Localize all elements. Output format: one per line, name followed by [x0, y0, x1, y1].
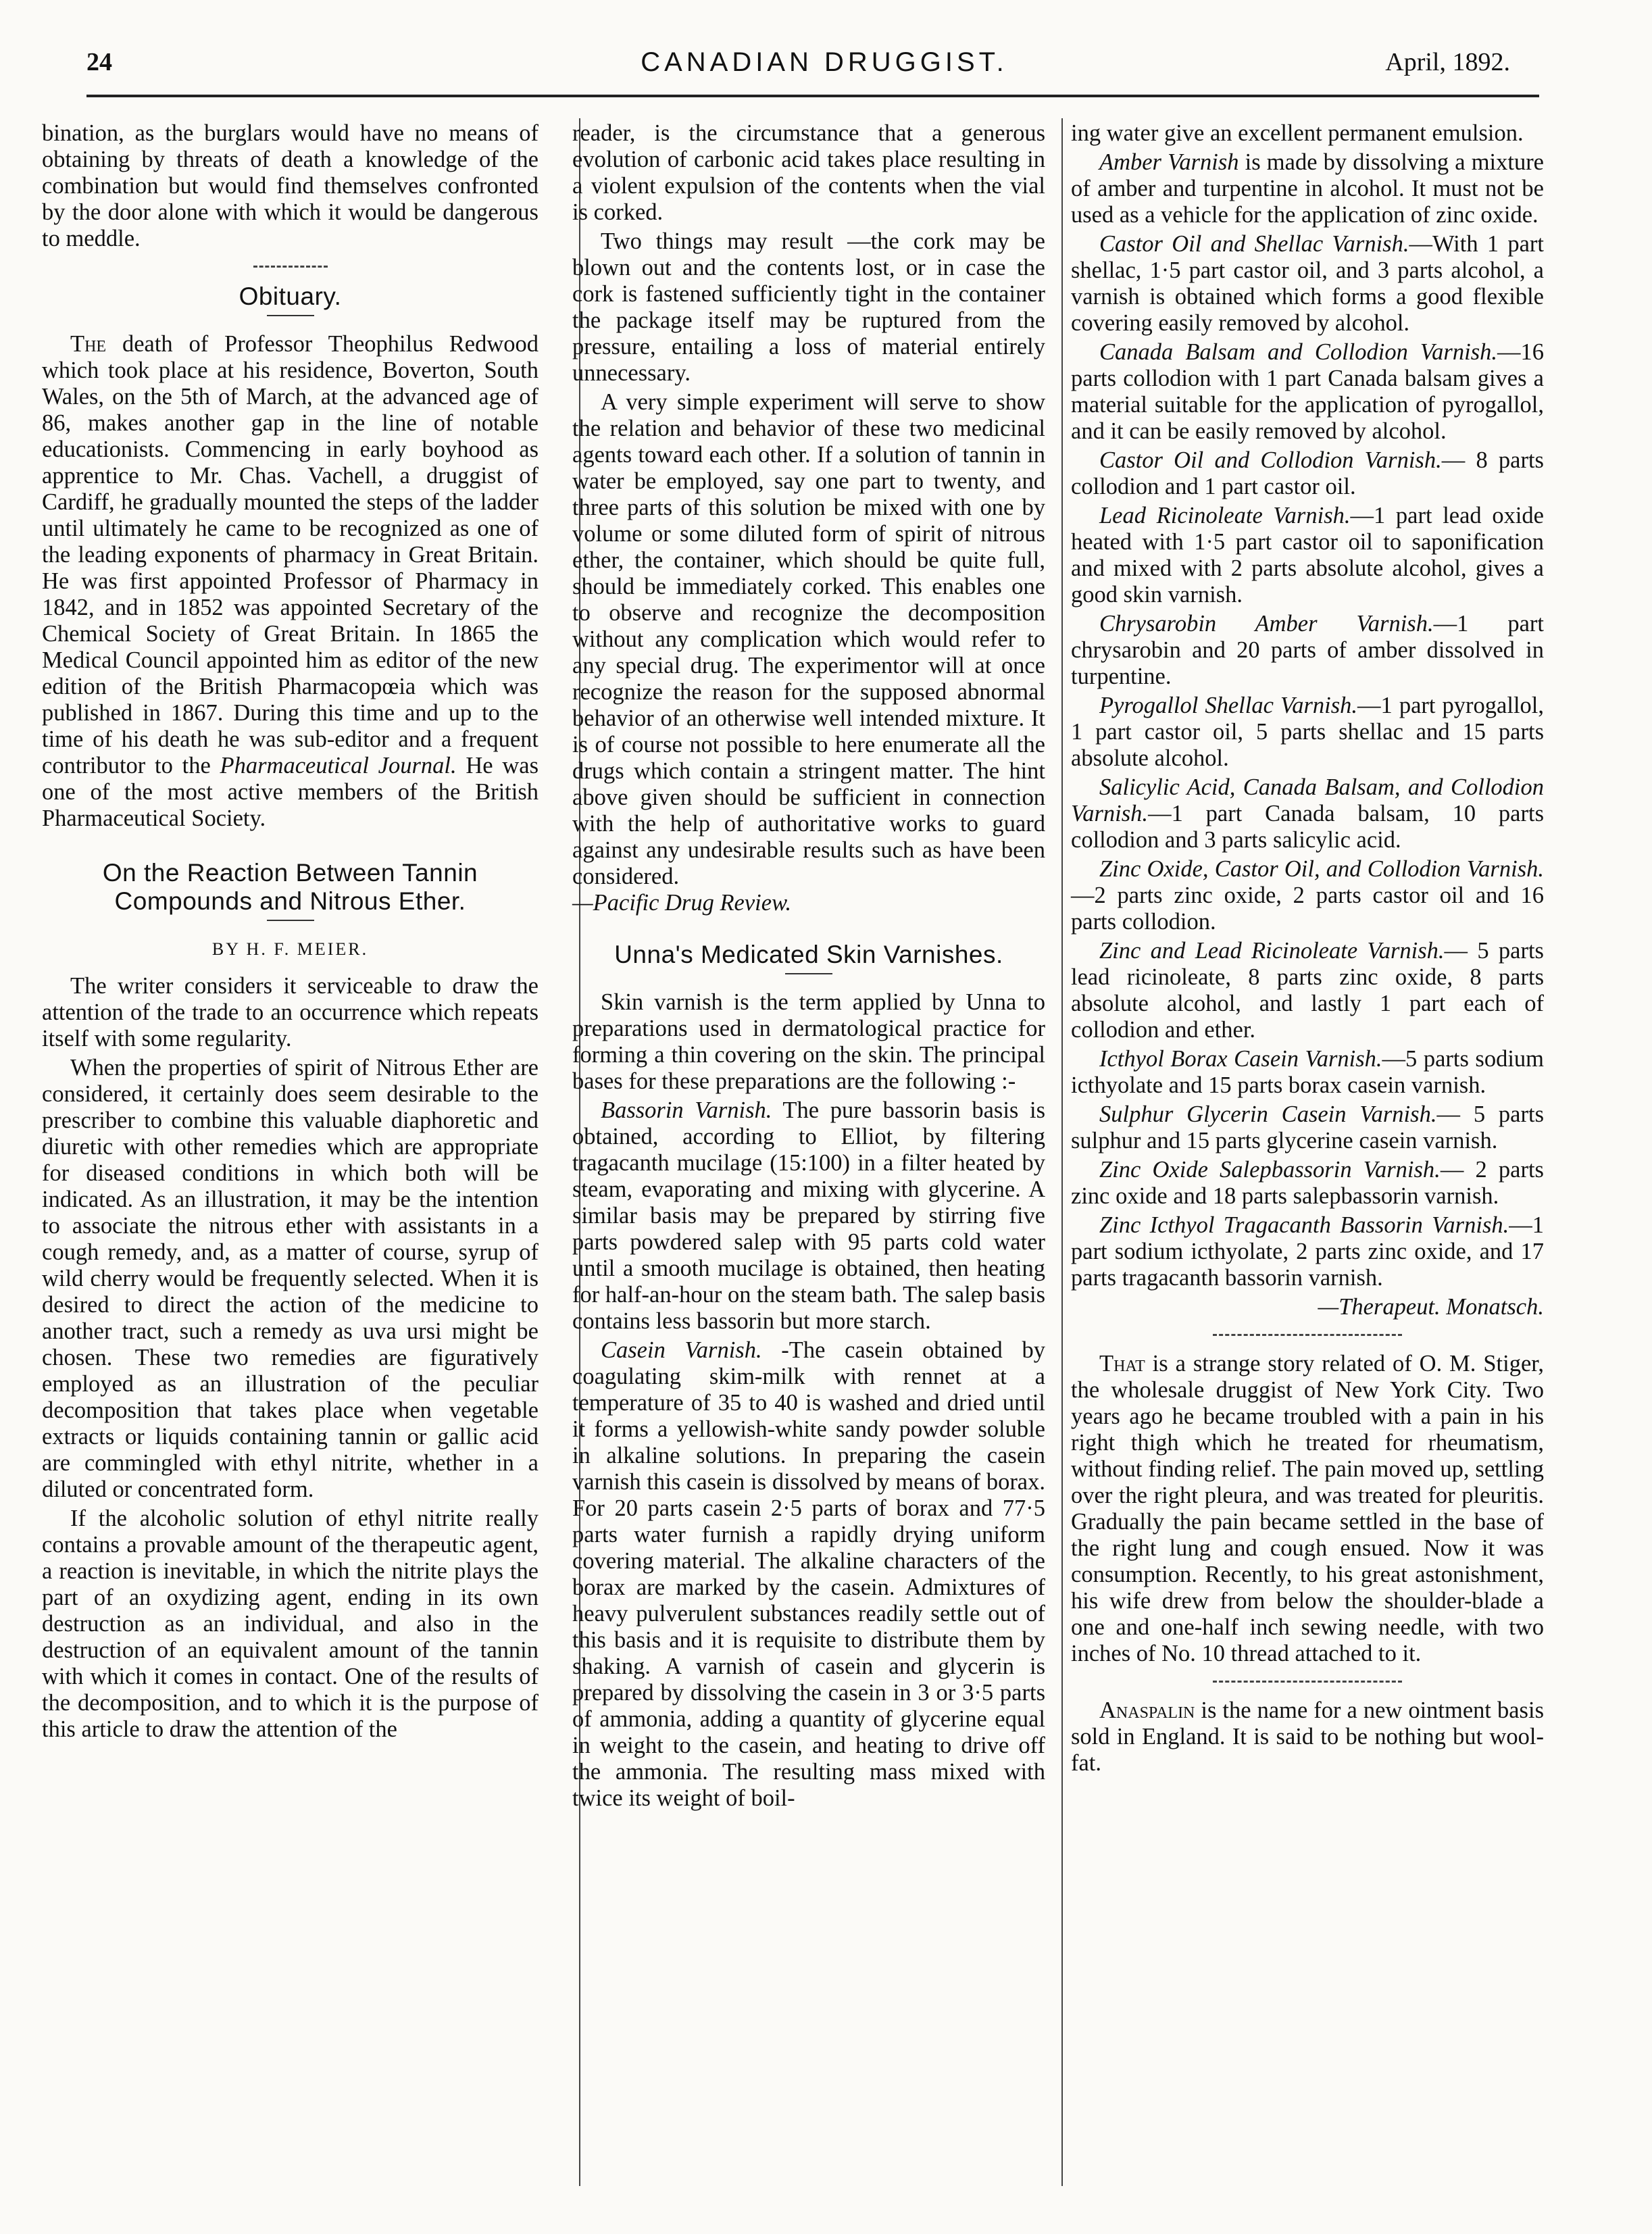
- journal-title: CANADIAN DRUGGIST.: [641, 47, 1008, 77]
- anaspalin-paragraph: [1071, 1697, 1544, 1777]
- header-rule: [86, 95, 1539, 97]
- varnish-item: [1071, 339, 1544, 445]
- separator: [253, 266, 328, 268]
- varnish-text: —1 part Canada balsam, 10 parts collodion and 3 parts salicylic acid.: [1071, 801, 1544, 853]
- varnish-text: — 5 parts sulphur and 15 parts glycerine casein varnish.: [1071, 1101, 1544, 1153]
- varnish-text: —1 part sodium icthyolate, 2 parts zinc oxide, and 17 parts tragacanth bassorin varnish.: [1071, 1212, 1544, 1291]
- obituary-paragraph: [42, 331, 539, 832]
- varnish-title: Amber Varnish: [1099, 149, 1239, 175]
- varnish-title: Canada Balsam and Collodion Varnish.: [1099, 339, 1497, 365]
- varnish-item: [1071, 1157, 1544, 1210]
- varnish-title: Chrysarobin Amber Varnish.: [1099, 611, 1434, 637]
- varnish-title: Castor Oil and Shellac Varnish.: [1099, 231, 1409, 257]
- obituary-text-end: He was one of the most active members of the British Pharmaceutical Society.: [42, 753, 539, 831]
- paragraph: [572, 389, 1045, 916]
- heading-rule: [267, 920, 314, 921]
- item-text: The pure bassorin basis is obtained, according to Elliot, by filtering tragacanth mucilage (15:100) in a filter heated by steam, evaporating and mixing with glycerine. A similar basis may be prepared by stirring five parts powdered salep with 95 parts cold water until a smooth mucilage is obtained, then heating for half-an-hour on the steam bath. The salep basis contains less bassorin but more starch.: [572, 1097, 1045, 1334]
- obituary-text: death of Professor Theophilus Redwood which took place at his residence, Boverton, South Wales, on the 5th of March, at the advanced age of 86, makes another gap in the line of notable educationists. Commencing in early boyhood as apprentice to Mr. Chas. Vachell, a druggist of Cardiff, he gradually mounted the steps of the ladder until ultimately he came to be recognized as one of the leading exponents of pharmacy in Great Britain. He was first appointed Professor of Pharmacy in 1842, and in 1852 was appointed Secretary of the Chemical Society of Great Britain. In 1865 the Medical Council appointed him as editor of the new edition of the British Pharmacopœia which was published in 1867. During this time and up to the time of his death he was sub-editor and a frequent contributor to the: [42, 331, 539, 778]
- paragraph: Skin varnish is the term applied by Unna to preparations used in dermatological practice for forming a thin covering on the skin. The principal bases for these preparations are the following :-: [572, 989, 1045, 1094]
- source-attribution: —Pacific Drug Review.: [572, 890, 792, 916]
- varnish-title: Icthyol Borax Casein Varnish.: [1099, 1046, 1382, 1072]
- lead-word: The: [70, 331, 107, 357]
- separator: [1213, 1334, 1402, 1336]
- varnish-item: [1071, 856, 1544, 935]
- varnish-item: [1071, 938, 1544, 1043]
- varnish-item: [1071, 774, 1544, 853]
- obituary-heading: Obituary.: [239, 282, 342, 310]
- varnish-text: — 8 parts collodion and 1 part castor oil.: [1071, 447, 1544, 499]
- varnish-text: —2 parts zinc oxide, 2 parts castor oil and 16 parts collodion.: [1071, 883, 1544, 935]
- varnish-text: is made by dissolving a mixture of amber and turpentine in alcohol. It must not be used as a vehicle for the application of zinc oxide.: [1071, 149, 1544, 228]
- separator: [1213, 1681, 1402, 1683]
- paragraph-text: is a strange story related of O. M. Stiger, the wholesale druggist of New York City. Two years ago he became troubled with a pain in his right thigh which he treated for rheumatism, without finding relief. The pain moved up, settling over the right pleura, and was treated for pleuritis. Gradually the pain became settled in the base of the right lung and cough ensued. Now it was consumption. Recently, to his great astonishment, his wife drew from below the shoulder-blade a one and one-half inch sewing needle, with two inches of No. 10 thread attached to it.: [1071, 1351, 1544, 1666]
- varnish-item: [1071, 1101, 1544, 1154]
- paragraph: The writer considers it serviceable to draw the attention of the trade to an occurrence which repeats itself with some regularity.: [42, 973, 539, 1051]
- varnish-item: [1071, 503, 1544, 608]
- source-text: —Therapeut. Monatsch.: [1318, 1294, 1544, 1320]
- varnish-text: — 2 parts zinc oxide and 18 parts salepbassorin varnish.: [1071, 1157, 1544, 1209]
- varnish-title: Zinc and Lead Ricinoleate Varnish.: [1099, 938, 1445, 964]
- column-divider-2: [1061, 118, 1063, 2186]
- source-attribution: [1071, 1294, 1544, 1320]
- column-3: [1071, 120, 1544, 1779]
- varnish-title: Zinc Icthyol Tragacanth Bassorin Varnish.: [1099, 1212, 1509, 1238]
- varnish-item: [1071, 611, 1544, 690]
- page-number: 24: [86, 48, 112, 76]
- varnish-item: [1071, 149, 1544, 228]
- byline: BY H. F. MEIER.: [211, 939, 369, 959]
- varnish-title: Salicylic Acid, Canada Balsam, and Collodion Varnish.: [1071, 774, 1544, 826]
- varnish-text: —1 part chrysarobin and 20 parts of amber dissolved in turpentine.: [1071, 611, 1545, 689]
- paragraph: bination, as the burglars would have no means of obtaining by threats of death a knowledge of the combination but would find themselves confronted by the door alone with which it would be dangerous to meddle.: [42, 120, 539, 251]
- varnish-item: [1071, 447, 1544, 500]
- varnish-text: —1 part lead oxide heated with 1·5 part castor oil to saponification and mixed with 2 parts absolute alcohol, gives a good skin varnish.: [1071, 503, 1544, 607]
- paragraph: When the properties of spirit of Nitrous Ether are considered, it certainly does seem desirable to the prescriber to combine this valuable diaphoretic and diuretic with other remedies which are appropriate for diseased conditions in which both will be indicated. As an illustration, it may be the intention to associate the nitrous ether with assistants in a cough remedy, and, as a matter of course, syrup of wild cherry would be frequently selected. When it is desired to direct the action of the medicine to another tract, such a remedy as uva ursi might be chosen. These two remedies are figuratively employed as an illustration of the peculiar decomposition that takes place when vegetable extracts or liquids containing tannin or gallic acid are commingled with ethyl nitrite, whether in a diluted or concentrated form.: [42, 1055, 539, 1502]
- lead-word: Anaspalin: [1099, 1697, 1195, 1723]
- varnish-item: [1071, 1212, 1544, 1291]
- varnish-title: Castor Oil and Collodion Varnish.: [1099, 447, 1442, 473]
- paragraph: reader, is the circumstance that a generous evolution of carbonic acid takes place resulting in a violent expulsion of the contents when the vial is corked.: [572, 120, 1045, 225]
- unna-article-heading: Unna's Medicated Skin Varnishes.: [614, 941, 1003, 968]
- varnish-text: —With 1 part shellac, 1·5 part castor oil, and 3 parts alcohol, a varnish is obtained which forms a good flexible covering easily removed by alcohol.: [1071, 231, 1544, 336]
- paragraph: Two things may result —the cork may be blown out and the contents lost, or in case the cork is fastened sufficiently tight in the container the package itself may be ruptured from the pressure, entailing a loss of material entirely unnecessary.: [572, 228, 1045, 386]
- varnish-item: [1071, 231, 1544, 337]
- paragraph: ing water give an excellent permanent emulsion.: [1071, 120, 1524, 146]
- varnish-text: —5 parts sodium icthyolate and 15 parts borax casein varnish.: [1071, 1046, 1544, 1098]
- issue-date: April, 1892.: [1385, 48, 1510, 76]
- paragraph-text: is the name for a new ointment basis sold in England. It is said to be nothing but wool-fat.: [1071, 1697, 1544, 1776]
- varnish-item: [1071, 693, 1544, 772]
- item-title: Casein Varnish.: [601, 1337, 762, 1363]
- varnish-title: Lead Ricinoleate Varnish.: [1099, 503, 1351, 528]
- varnish-text: — 5 parts lead ricinoleate, 8 parts zinc oxide, 8 parts absolute alcohol, and lastly 1 part each of collodion and ether.: [1071, 938, 1544, 1043]
- varnish-title: Pyrogallol Shellac Varnish.: [1099, 693, 1358, 718]
- varnish-title: Zinc Oxide Salepbassorin Varnish.: [1099, 1157, 1441, 1183]
- varnish-list: [1071, 149, 1544, 1291]
- paragraph: If the alcoholic solution of ethyl nitrite really contains a provable amount of the therapeutic agent, a reaction is inevitable, in which the nitrite plays the part of an oxydizing agent, ending in its own destruction as an individual, and also in the destruction of an equivalent amount of the tannin with which it comes in contact. One of the results of the decomposition, and to which it is the purpose of this article to draw the attention of the: [42, 1506, 539, 1742]
- stiger-paragraph: [1071, 1351, 1544, 1667]
- item-title: Bassorin Varnish.: [601, 1097, 772, 1123]
- journal-name: Pharmaceutical Journal.: [220, 753, 457, 778]
- varnish-title: Zinc Oxide, Castor Oil, and Collodion Varnish.: [1099, 856, 1544, 882]
- heading-rule: [785, 973, 832, 974]
- casein-paragraph: [572, 1337, 1045, 1812]
- tannin-article-heading: On the Reaction Between Tannin Compounds and Nitrous Ether.: [102, 859, 478, 915]
- lead-word: That: [1099, 1351, 1145, 1376]
- varnish-text: —1 part pyrogallol, 1 part castor oil, 5 parts shellac and 15 parts absolute alcohol.: [1071, 693, 1544, 771]
- column-1: [42, 120, 539, 1745]
- varnish-title: Sulphur Glycerin Casein Varnish.: [1099, 1101, 1437, 1127]
- varnish-item: [1071, 1046, 1544, 1099]
- item-text: -The casein obtained by coagulating skim-milk with rennet at a temperature of 35 to 40 is washed and dried until it forms a yellowish-white sandy powder soluble in alkaline solutions. In preparing the casein varnish this casein is dissolved by means of borax. For 20 parts casein 2·5 parts of borax and 77·5 parts water furnish a rapidly drying uniform covering material. The alkaline characters of the borax are marked by the casein. Admixtures of heavy pulverulent substances readily settle out of this basis and it is requisite to distribute them by shaking. A varnish of casein and glycerin is prepared by dissolving the casein in 3 or 3·5 parts of ammonia, adding a quantity of glycerine equal in weight to the casein, and heating to drive off the ammonia. The resulting mass mixed with twice its weight of boil-: [572, 1337, 1045, 1811]
- heading-rule: [267, 315, 314, 316]
- column-2: [572, 120, 1045, 1814]
- bassorin-paragraph: [572, 1097, 1045, 1335]
- paragraph-text: A very simple experiment will serve to show the relation and behavior of these two medicinal agents toward each other. If a solution of tannin in water be employed, say one part to twenty, and three parts of this solution be mixed with one by volume or some diluted form of spirit of nitrous ether, the container, which should be quite full, should be immediately corked. This enables one to observe and recognize the decomposition without any complication which would refer to any special drug. The experimentor will at once recognize the reason for the supposed abnormal behavior of an otherwise well intended mixture. It is of course not possible to here enumerate all the drugs which contain a stringent matter. The hint above given should be sufficient in connection with the help of authoritative works to guard against any undesirable results such as have been considered.: [572, 389, 1045, 889]
- varnish-text: —16 parts collodion with 1 part Canada balsam gives a material suitable for the application of pyrogallol, and it can be easily removed by alcohol.: [1071, 339, 1544, 444]
